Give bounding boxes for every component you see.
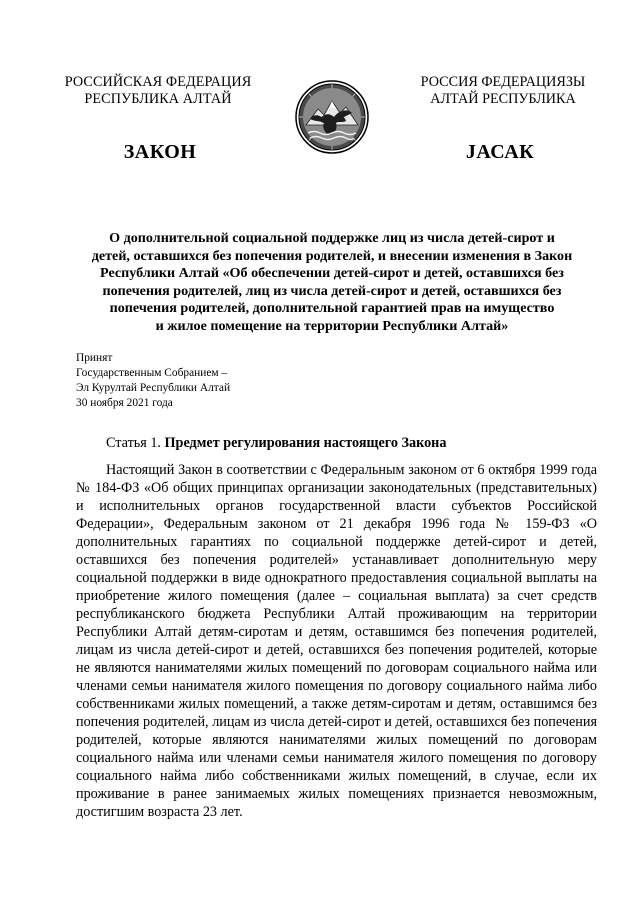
law-title-line: Республики Алтай «Об обеспечении детей-сирот и детей, оставшихся без (100, 265, 564, 281)
adoption-block (76, 351, 296, 411)
header-left-russian (44, 74, 272, 108)
law-word-russian: ЗАКОН (123, 141, 197, 163)
law-title-line: попечения родителей, лиц из числа детей-сирот и детей, оставшихся без (102, 282, 562, 299)
article-1-heading (106, 434, 606, 452)
article-title: Предмет регулирования настоящего Закона (164, 435, 447, 451)
article-number: Статья 1. (106, 435, 161, 451)
header-left-line2: РЕСПУБЛИКА АЛТАЙ (84, 91, 232, 107)
adopted-label: Принят (76, 352, 113, 364)
law-word-altai: JАСАК (465, 141, 535, 163)
article-1-text: Настоящий Закон в соответствии с Федеральным законом от 6 октября 1999 года № 184-ФЗ «Об общих принципах организации законодательных (представительных) и исполнительных органов государственной власти субъектов Российской Федерации», Федеральным законом от 21 декабря 1996 года № 159-ФЗ «О дополнительных гарантиях по социальной поддержке детей-сирот и детей, оставшихся без попечения родителей» устанавливает дополнительную меру социальной поддержки в виде однократного предоставления социальной выплаты на приобретение жилого помещения (далее – социальная выплата) за счет средств республиканского бюджета Республики Алтай проживающим на территории Республики Алтай детям-сиротам и детям, оставшимся без попечения родителей, лицам из числа детей-сирот и детей, оставшихся без попечения родителей, которые не являются нанимателями жилых помещений по договорам социального найма или членами семьи нанимателя жилого помещения по договору социального найма либо собственниками жилых помещений, а также детям-сиротам и детям, оставшимся без попечения родителей, лицам из числа детей-сирот и детей, оставшихся без попечения родителей, которые являются нанимателями жилых помещений по договорам социального найма или членами семьи нанимателя жилого помещения по договору социального найма либо собственниками жилых помещений, в случае, если их проживание в ранее занимаемых жилых помещениях признается невозможным, достигшим возраста 23 лет. (76, 462, 597, 820)
law-title-line: и жилое помещение на территории Республики Алтай» (155, 317, 509, 334)
coat-of-arms-icon (294, 79, 370, 155)
law-title-line: попечения родителей, дополнительной гарантией прав на имущество (109, 300, 555, 316)
law-title (76, 230, 588, 335)
adopted-date: 30 ноября 2021 года (76, 397, 173, 409)
adopted-body-line: Эл Курултай Республики Алтай (76, 382, 231, 394)
adopted-body-line: Государственным Собранием – (76, 367, 228, 379)
header-left-line1: РОССИЙСКАЯ ФЕДЕРАЦИЯ (64, 74, 252, 90)
law-title-line: О дополнительной социальной поддержке лиц из числа детей-сирот и (109, 230, 555, 246)
header-right-altai (396, 74, 610, 108)
header-right-line2: АЛТАЙ РЕСПУБЛИКА (430, 91, 576, 107)
header-right-line1: РОССИЯ ФЕДЕРАЦИЯЗЫ (420, 74, 586, 90)
law-title-line: детей, оставшихся без попечения родителей, и внесении изменения в Закон (91, 247, 573, 264)
